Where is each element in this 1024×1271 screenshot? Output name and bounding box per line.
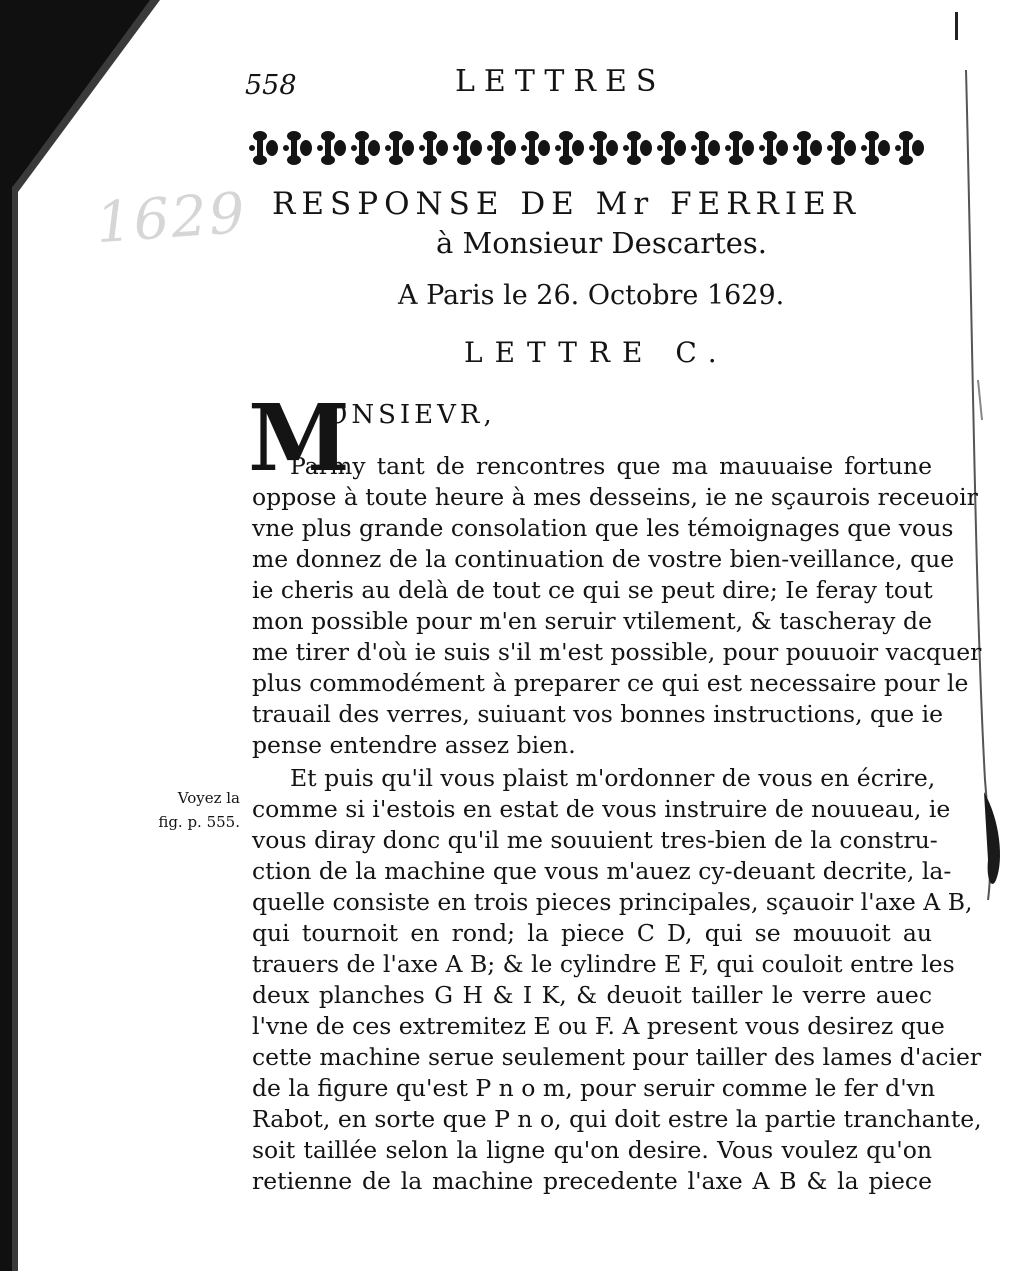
letter-number: LETTRE C. [464,336,729,369]
margin-sidenote [140,786,240,834]
fleuron-ornament [827,131,856,165]
fleuron-ornament [419,131,448,165]
letter-recipient: à Monsieur Descartes. [436,226,768,260]
fleuron-ornament [521,131,550,165]
body-line: plus commodément à preparer ce qui est necessaire pour le [252,669,969,697]
drop-cap: M [248,384,350,492]
fleuron-ornament [487,131,516,165]
body-line: comme si i'estois en estat de vous instruire de nouueau, ie [252,795,951,823]
body-line: soit taillée selon la ligne qu'on desire. Vous voulez qu'on [252,1136,932,1164]
fleuron-ornament [725,131,754,165]
fleuron-ornament [249,131,278,165]
fleuron-ornament [351,131,380,165]
body-line: ie cheris au delà de tout ce qui se peut dire; Ie feray tout [252,576,933,604]
ornamental-band [240,126,930,170]
body-line: l'vne de ces extremitez E ou F. A present vous desirez que [252,1012,945,1040]
fleuron-ornament [691,131,720,165]
body-line: trauers de l'axe A B; & le cylindre E F, qui couloit entre les [252,950,955,978]
fleuron-ornament [793,131,822,165]
body-line: pense entendre assez bien. [252,731,576,759]
body-line: vous diray donc qu'il me souuient tres-bien de la constru- [252,826,938,854]
body-line: mon possible pour m'en seruir vtilement, & tascheray de [252,607,932,635]
fleuron-ornament [317,131,346,165]
body-line: me tirer d'où ie suis s'il m'est possible, pour pouuoir vacquer [252,638,982,666]
sidenote-line: fig. p. 555. [158,813,240,831]
fleuron-ornament [861,131,890,165]
fleuron-ornament [589,131,618,165]
fleuron-ornament [657,131,686,165]
page-number: 558 [245,70,297,101]
dateline: A Paris le 26. Octobre 1629. [398,280,785,311]
body-line: cette machine serue seulement pour tailler des lames d'acier [252,1043,982,1071]
body-line: ction de la machine que vous m'auez cy-deuant decrite, la- [252,857,952,885]
fleuron-ornament [623,131,652,165]
body-line: retienne de la machine precedente l'axe A B & la piece [252,1167,932,1195]
fleuron-ornament [759,131,788,165]
sidenote-line: Voyez la [177,789,240,807]
letter-title: RESPONSE DE Mr FERRIER [272,186,862,222]
body-line: oppose à toute heure à mes desseins, ie ne sçaurois receuoir [252,483,978,511]
body-line: Et puis qu'il vous plaist m'ordonner de vous en écrire, [290,764,936,792]
body-line: Parmy tant de rencontres que ma mauuaise fortune [290,452,932,480]
body-line: quelle consiste en trois pieces principales, sçauoir l'axe A B, [252,888,973,916]
body-line: me donnez de la continuation de vostre bien-veillance, que [252,545,955,573]
salutation: ONSIEVR, [326,400,496,430]
fleuron-ornament [385,131,414,165]
handwritten-margin-date: 1629 [93,180,249,257]
fleuron-ornament [283,131,312,165]
fleuron-ornament [555,131,584,165]
running-head: LETTRES [455,64,666,99]
body-line: deux planches G H & I K, & deuoit tailler le verre auec [252,981,932,1009]
body-line: qui tournoit en rond; la piece C D, qui se mouuoit au [252,919,932,947]
fleuron-ornament [895,131,924,165]
fleuron-ornament [453,131,482,165]
body-line: Rabot, en sorte que P n o, qui doit estre la partie tranchante, [252,1105,982,1133]
body-line: vne plus grande consolation que les témoignages que vous [252,514,954,542]
body-line: trauail des verres, suiuant vos bonnes instructions, que ie [252,700,944,728]
body-line: de la figure qu'est P n o m, pour seruir comme le fer d'vn [252,1074,936,1102]
